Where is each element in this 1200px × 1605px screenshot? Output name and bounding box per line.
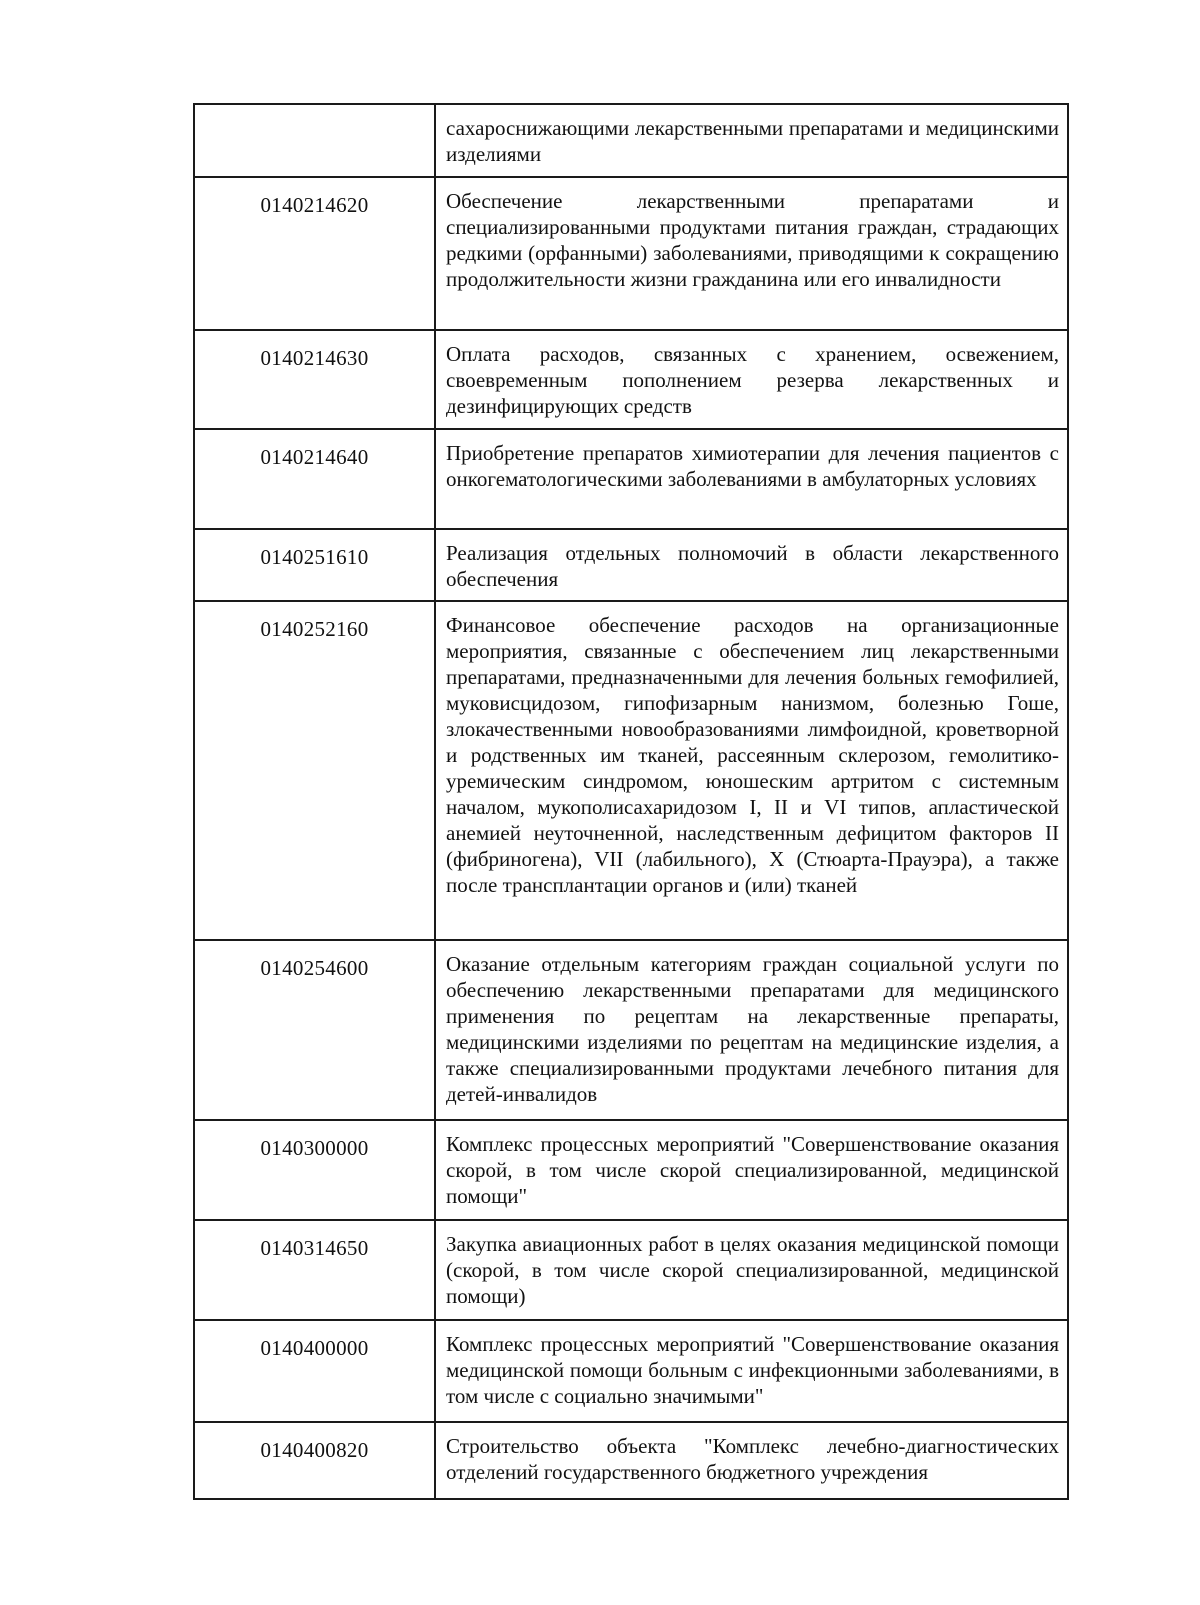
row-description: Финансовое обеспечение расходов на организационные мероприятия, связанные с обеспечением лиц лекарственными препаратами, предназначенными для лечения больных гемофилией, муковисцидозом, гипофизарным нанизмом, болезнью Гоше, злокачественными новообразованиями лимфоидной, кроветворной и родственных им тканей, рассеянным склерозом, гемолитико-уремическим синдромом, юношеским артритом с системным началом, мукополисахаридозом I, II и VI типов, апластической анемией неуточненной, наследственным дефицитом факторов II (фибриногена), VII (лабильного), X (Стюарта-Прауэра), а также после трансплантации органов и (или) тканей <box>435 601 1068 940</box>
table-row <box>194 1422 1068 1499</box>
row-description: Реализация отдельных полномочий в области лекарственного обеспечения <box>435 529 1068 601</box>
row-code: 0140251610 <box>194 529 435 601</box>
table-row <box>194 330 1068 429</box>
row-code: 0140300000 <box>194 1120 435 1220</box>
row-description: Комплекс процессных мероприятий "Совершенствование оказания медицинской помощи больным с инфекционными заболеваниями, в том числе с социально значимыми" <box>435 1320 1068 1422</box>
table-row <box>194 429 1068 529</box>
table-row <box>194 529 1068 601</box>
table-row <box>194 1320 1068 1422</box>
row-code: 0140254600 <box>194 940 435 1120</box>
budget-code-table <box>193 103 1069 1500</box>
row-description: Оплата расходов, связанных с хранением, освежением, своевременным пополнением резерва лекарственных и дезинфицирующих средств <box>435 330 1068 429</box>
table-row <box>194 940 1068 1120</box>
table-row <box>194 104 1068 177</box>
row-description: Оказание отдельным категориям граждан социальной услуги по обеспечению лекарственными препаратами для медицинского применения по рецептам на лекарственные препараты, медицинскими изделиями по рецептам на медицинские изделия, а также специализированными продуктами лечебного питания для детей-инвалидов <box>435 940 1068 1120</box>
table-row <box>194 1220 1068 1320</box>
row-code: 0140400820 <box>194 1422 435 1499</box>
row-code: 0140252160 <box>194 601 435 940</box>
table-row <box>194 601 1068 940</box>
row-code: 0140214640 <box>194 429 435 529</box>
row-description: сахароснижающими лекарственными препаратами и медицинскими изделиями <box>435 104 1068 177</box>
row-description: Приобретение препаратов химиотерапии для лечения пациентов с онкогематологическими заболеваниями в амбулаторных условиях <box>435 429 1068 529</box>
row-description: Строительство объекта "Комплекс лечебно-диагностических отделений государственного бюджетного учреждения <box>435 1422 1068 1499</box>
table-row <box>194 177 1068 330</box>
row-description: Закупка авиационных работ в целях оказания медицинской помощи (скорой, в том числе скорой специализированной, медицинской помощи) <box>435 1220 1068 1320</box>
row-code: 0140400000 <box>194 1320 435 1422</box>
table-body <box>194 104 1068 1499</box>
table-row <box>194 1120 1068 1220</box>
row-code: 0140214620 <box>194 177 435 330</box>
row-description: Комплекс процессных мероприятий "Совершенствование оказания скорой, в том числе скорой специализированной, медицинской помощи" <box>435 1120 1068 1220</box>
row-code <box>194 104 435 177</box>
row-code: 0140314650 <box>194 1220 435 1320</box>
row-description: Обеспечение лекарственными препаратами и специализированными продуктами питания граждан, страдающих редкими (орфанными) заболеваниями, приводящими к сокращению продолжительности жизни гражданина или его инвалидности <box>435 177 1068 330</box>
row-code: 0140214630 <box>194 330 435 429</box>
